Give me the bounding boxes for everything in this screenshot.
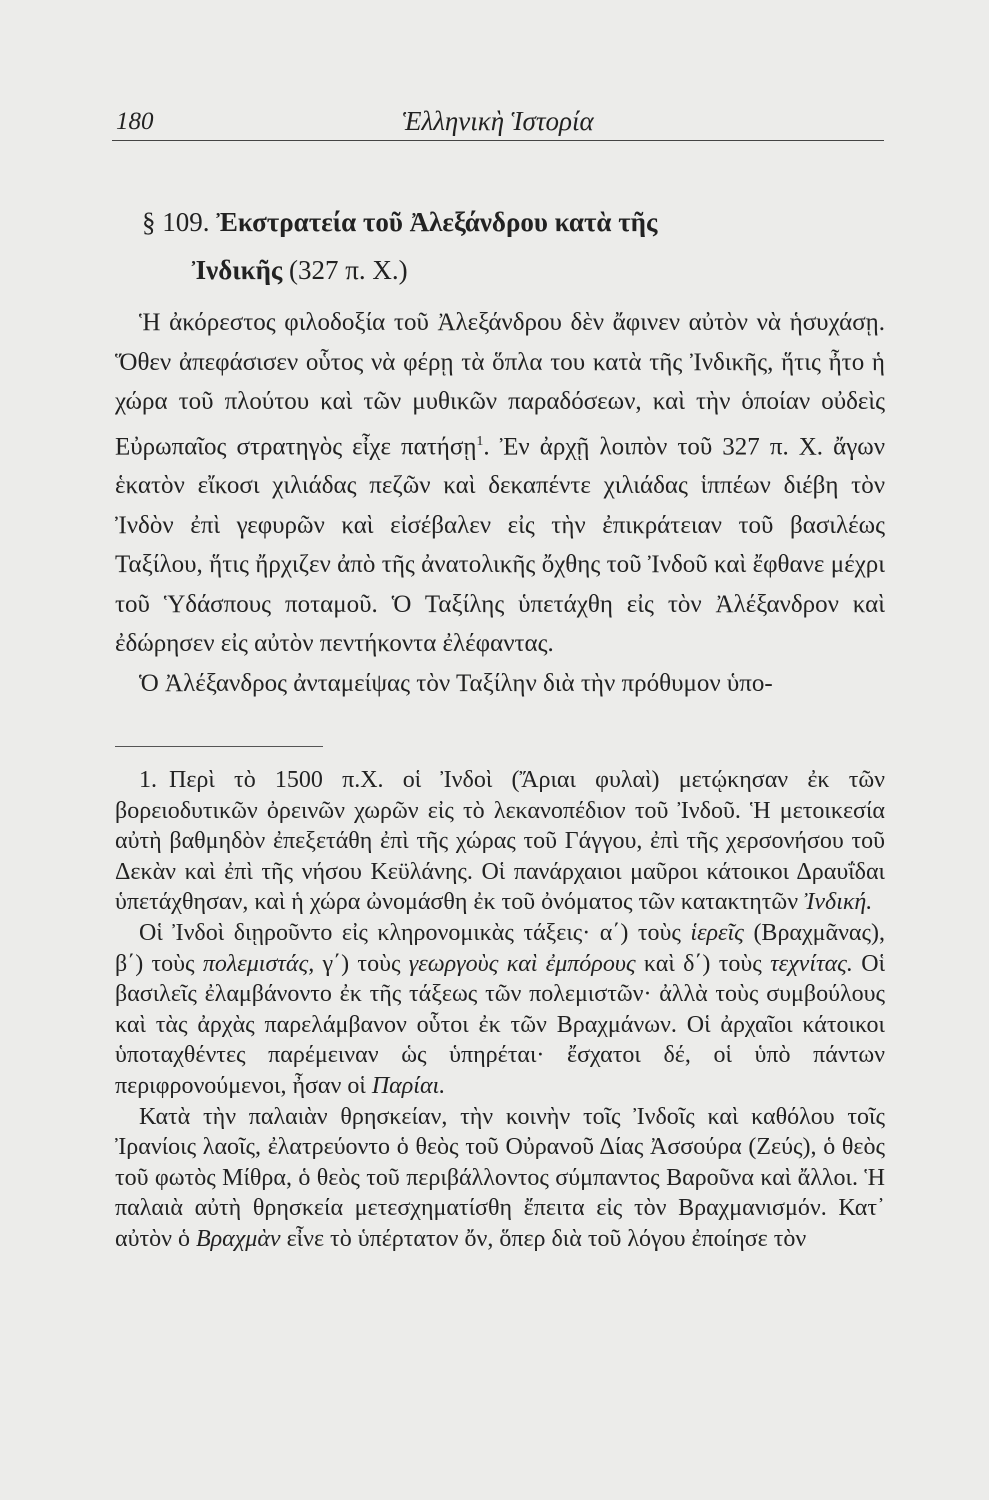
footnote-paragraph [115, 918, 885, 1102]
footnote-marker: 1. [139, 767, 157, 793]
section-date: (327 π. Χ.) [289, 255, 408, 285]
footnote-text: Περὶ τὸ 1500 π.Χ. οἱ Ἰνδοὶ (Ἄριαι φυλαὶ) μετῴκησαν ἐκ τῶν βορειοδυτικῶν ὀρεινῶν χωρῶν εἰς τὸ λεκανοπέδιον τοῦ Ἰνδοῦ. Ἡ μετοικεσία αὐτὴ βαθμηδὸν ἐπεξετάθη ἐπὶ τῆς χώρας τοῦ Γάγγου, ἐπὶ τῆς χερσονήσου τοῦ Δεκὰν καὶ ἐπὶ τῆς νήσου Κεϋλάνης. Οἱ πανάρχαιοι μαῦροι κάτοικοι Δραυΐδαι ὑπετάχθησαν, καὶ ἡ χώρα ὠνομάσθη ἐκ τοῦ ὀνόματος τῶν κατακτητῶν [115, 767, 885, 916]
footnote-divider [115, 746, 323, 747]
footnote-emphasis: τεχνίτας. [770, 950, 853, 977]
page-number: 180 [116, 108, 154, 135]
footnote-text: Οἱ βασιλεῖς ἐλαμβάνοντο ἐκ τῆς τάξεως τῶν πολεμιστῶν· ἀλλὰ τοὺς συμβούλους καὶ τὰς ἀρχὰς παρελάμβανον οὗτοι ἐκ τῶν Βραχμάνων. Οἱ ἀρχαῖοι κάτοικοι ὑποταχθέντες παρέμειναν ὡς ὑπηρέται· ἔσχατοι δέ, οἱ ὑπὸ πάντων περιφρονούμενοι, ἦσαν οἱ [115, 950, 886, 1099]
page-header [112, 104, 884, 141]
footnote-emphasis: Ἰνδική. [804, 889, 873, 916]
paragraph [115, 303, 885, 664]
footnote-reference: 1 [476, 433, 484, 449]
footnote-text: καὶ δ΄) τοὺς [643, 950, 762, 977]
footnote-text: Οἱ Ἰνδοὶ διῃροῦντο εἰς κληρονομικὰς τάξεις· α΄) τοὺς [139, 919, 681, 946]
section-number: § 109. [142, 207, 210, 237]
footnotes [115, 765, 885, 1255]
paragraph-text: . Ἐν ἀρχῇ λοιπὸν τοῦ 327 π. Χ. ἄγων ἑκατὸν εἴκοσι χιλιάδας πεζῶν καὶ δεκαπέντε χιλιάδας ἱππέων διέβη τὸν Ἰνδὸν ἐπὶ γεφυρῶν καὶ εἰσέβαλεν εἰς τὴν ἐπικράτειαν τοῦ βασιλέως Ταξίλου, ἥτις ἤρχιζεν ἀπὸ τῆς ἀνατολικῆς ὄχθης τοῦ Ἰνδοῦ καὶ ἔφθανε μέχρι τοῦ Ὑδάσπους ποταμοῦ. Ὁ Ταξίλης ὑπετάχθη εἰς τὸν Ἀλέξανδρον καὶ ἐδώρησεν εἰς αὐτὸν πεντήκοντα ἐλέφαντας. [115, 432, 885, 658]
footnote-emphasis: γεωργοὺς καὶ ἐμπόρους [408, 950, 636, 977]
section-title-line1: Ἐκστρατεία τοῦ Ἀλεξάνδρου κατὰ τῆς [216, 207, 658, 237]
footnote-text: (Βραχμᾶνας), β΄) τοὺς [115, 919, 886, 977]
footnote-text: εἶνε τὸ ὑπέρτατον ὄν, ὅπερ διὰ τοῦ λόγου ἐποίησε τὸν [286, 1225, 807, 1252]
section-heading [142, 198, 862, 294]
footnote-emphasis: Βραχμὰν [195, 1225, 281, 1252]
footnote-text: γ΄) τοὺς [322, 950, 401, 977]
section-title-line2: Ἰνδικῆς [192, 255, 283, 285]
paragraph: Ὁ Ἀλέξανδρος ἀνταμείψας τὸν Ταξίλην διὰ τὴν πρόθυμον ὑπο- [139, 669, 773, 697]
main-text [115, 303, 885, 703]
footnote-emphasis: ἱερεῖς [690, 919, 744, 946]
paragraph-text: Ἡ ἀκόρεστος φιλοδοξία τοῦ Ἀλεξάνδρου δὲν ἄφινεν αὐτὸν νὰ ἡσυχάσῃ. Ὅθεν ἀπεφάσισεν οὗτος νὰ φέρῃ τὰ ὅπλα του κατὰ τῆς Ἰνδικῆς, ἥτις ἦτο ἡ χώρα τοῦ πλούτου καὶ τῶν μυθικῶν παραδόσεων, καὶ τὴν ὁποίαν οὐδεὶς Εὐρωπαῖος στρατηγὸς εἶχε πατήσῃ [115, 309, 885, 460]
footnote [115, 765, 885, 918]
running-title: Ἑλληνικὴ Ἱστορία [402, 106, 594, 136]
footnote-emphasis: Παρίαι. [371, 1072, 446, 1099]
footnote-emphasis: πολεμιστάς, [202, 950, 315, 977]
footnote-text: Κατὰ τὴν παλαιὰν θρησκείαν, τὴν κοινὴν τοῖς Ἰνδοῖς καὶ καθόλου τοῖς Ἰρανίοις λαοῖς, ἐλατρεύοντο ὁ θεὸς τοῦ Οὐρανοῦ Δίας Ἀσσούρα (Ζεύς), ὁ θεὸς τοῦ φωτὸς Μίθρα, ὁ θεὸς τοῦ περιβάλλοντος σύμπαντος Βαροῦνα καὶ ἄλλοι. Ἡ παλαιὰ αὐτὴ θρησκεία μετεσχηματίσθη ἔπειτα εἰς τὸν Βραχμανισμόν. Κατ᾿ αὐτὸν ὁ [115, 1103, 885, 1252]
footnote-paragraph [115, 1102, 885, 1255]
